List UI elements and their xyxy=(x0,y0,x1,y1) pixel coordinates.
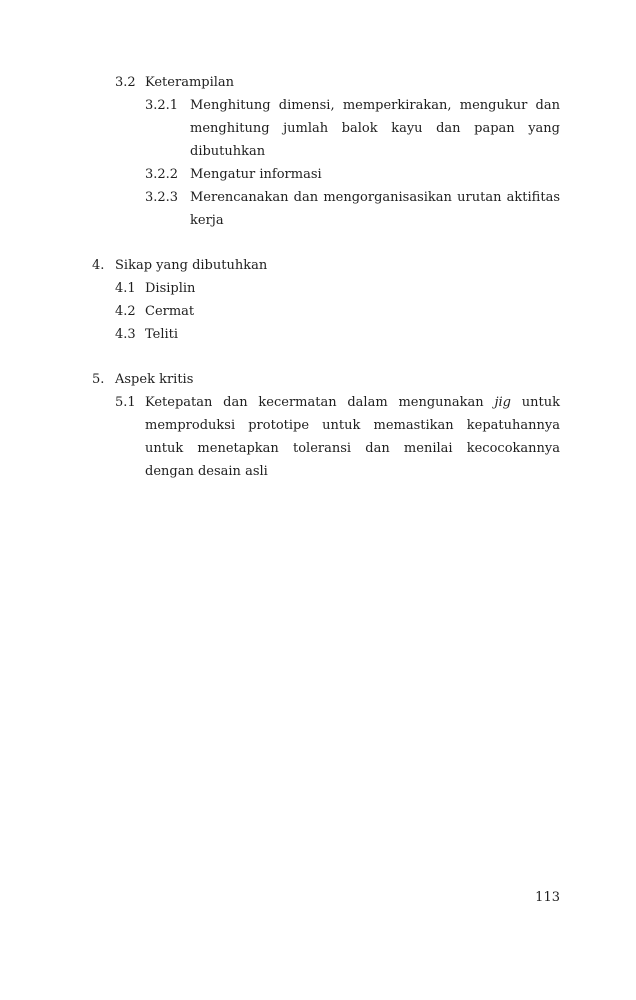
item-4-2-text: Cermat xyxy=(145,304,195,319)
item-3-2-1-number: 3.2.1 xyxy=(145,98,179,113)
section-5-title: Aspek kritis xyxy=(115,372,194,387)
list-item-3-2-3 xyxy=(145,186,560,232)
list-item-3-2-1 xyxy=(145,94,560,163)
section-3-2-number: 3.2 xyxy=(115,75,136,90)
item-5-1-italic-term: jig xyxy=(494,395,511,410)
section-5-heading xyxy=(92,368,636,391)
section-3-2-title: Keterampilan xyxy=(145,75,235,90)
list-item-4-3 xyxy=(115,323,636,346)
list-item-5-1 xyxy=(115,391,560,483)
item-4-3-number: 4.3 xyxy=(115,327,136,342)
item-4-2-number: 4.2 xyxy=(115,304,136,319)
section-4-heading xyxy=(92,254,636,277)
list-item-3-2-2 xyxy=(145,163,560,186)
section-5-number: 5. xyxy=(92,372,105,387)
item-5-1-text-after: untuk memproduksi prototipe untuk memastikan kepatuhannya untuk menetapkan toleransi dan menilai kecocokannya dengan desain asli xyxy=(145,395,560,479)
section-4-title: Sikap yang dibutuhkan xyxy=(115,258,268,273)
item-4-1-number: 4.1 xyxy=(115,281,136,296)
list-item-4-1 xyxy=(115,277,636,300)
item-3-2-1-text: Menghitung dimensi, memperkirakan, mengukur dan menghitung jumlah balok kayu dan papan yang dibutuhkan xyxy=(190,98,560,159)
item-3-2-2-number: 3.2.2 xyxy=(145,167,179,182)
item-4-1-text: Disiplin xyxy=(145,281,196,296)
item-3-2-2-text: Mengatur informasi xyxy=(190,167,322,182)
section-3-2-heading xyxy=(115,71,636,94)
item-5-1-text xyxy=(145,391,560,483)
item-5-1-text-before: Ketepatan dan kecermatan dalam mengunakan xyxy=(145,395,484,410)
page-content xyxy=(0,71,636,483)
item-5-1-number: 5.1 xyxy=(115,395,136,410)
item-4-3-text: Teliti xyxy=(145,327,179,342)
item-3-2-3-text: Merencanakan dan mengorganisasikan urutan aktifitas kerja xyxy=(190,190,560,228)
item-3-2-3-number: 3.2.3 xyxy=(145,190,179,205)
list-item-4-2 xyxy=(115,300,636,323)
section-4-number: 4. xyxy=(92,258,105,273)
page-number: 113 xyxy=(535,890,560,905)
